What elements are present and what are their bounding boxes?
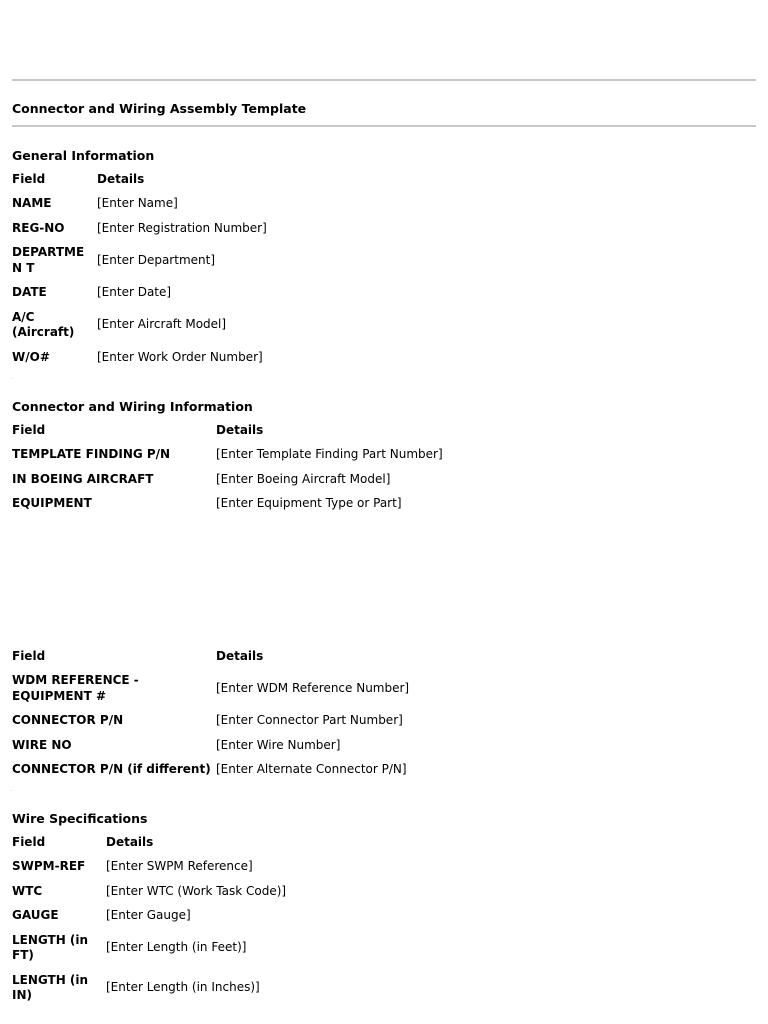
field-cell: GAUGE xyxy=(12,908,59,922)
table-row xyxy=(10,305,269,345)
title-divider xyxy=(12,125,756,127)
details-column-header: Details xyxy=(106,834,154,849)
details-column-header: Details xyxy=(216,648,264,663)
details-cell: [Enter Wire Number] xyxy=(216,737,341,752)
details-cell: [Enter Aircraft Model] xyxy=(97,317,227,332)
field-cell: CONNECTOR P/N xyxy=(12,713,124,727)
field-cell: CONNECTOR P/N (if different) xyxy=(12,762,211,776)
document-title: Connector and Wiring Assembly Template xyxy=(12,101,307,116)
wdm-table xyxy=(10,644,411,782)
table-header-row xyxy=(10,418,445,443)
details-cell: [Enter WDM Reference Number] xyxy=(216,680,410,695)
details-cell: [Enter Alternate Connector P/N] xyxy=(216,762,407,776)
table-row xyxy=(10,855,288,880)
details-cell: [Enter Registration Number] xyxy=(97,220,267,235)
table-row xyxy=(10,669,411,709)
field-cell: REG-NO xyxy=(12,220,65,235)
field-cell: LENGTH (in FT) xyxy=(12,932,89,962)
field-column-header: Field xyxy=(12,834,46,849)
field-cell: A/C (Aircraft) xyxy=(12,309,75,339)
field-cell: LENGTH (in IN) xyxy=(12,972,89,1002)
details-cell: [Enter Equipment Type or Part] xyxy=(216,496,402,510)
table-header-row xyxy=(10,644,411,669)
field-cell: SWPM-REF xyxy=(12,859,86,873)
field-cell: DATE xyxy=(12,285,47,299)
table-row xyxy=(10,492,445,517)
field-column-header: Field xyxy=(12,171,46,186)
field-cell: WTC xyxy=(12,883,43,898)
field-cell: IN BOEING AIRCRAFT xyxy=(12,471,154,486)
details-column-header: Details xyxy=(216,422,264,437)
details-cell: [Enter Length (in Feet)] xyxy=(106,940,247,955)
field-cell: NAME xyxy=(12,196,52,210)
wire-table xyxy=(10,830,288,1008)
general-table xyxy=(10,167,269,370)
details-cell: [Enter Template Finding Part Number] xyxy=(216,447,443,461)
field-cell: WDM REFERENCE - EQUIPMENT # xyxy=(12,673,139,703)
table-row xyxy=(10,281,269,306)
field-cell: TEMPLATE FINDING P/N xyxy=(12,447,171,461)
table-row xyxy=(10,733,411,758)
details-cell: [Enter Length (in Inches)] xyxy=(106,980,260,995)
field-cell: DEPARTMEN T xyxy=(12,245,85,275)
details-cell: [Enter Date] xyxy=(97,285,172,299)
details-cell: [Enter Department] xyxy=(97,252,216,267)
table-row xyxy=(10,879,288,904)
table-row xyxy=(10,467,445,492)
spacer-mark xyxy=(11,790,12,791)
table-row xyxy=(10,443,445,468)
field-cell: WIRE NO xyxy=(12,737,72,752)
connector-section-title: Connector and Wiring Information xyxy=(12,399,253,414)
table-header-row xyxy=(10,167,269,192)
table-row xyxy=(10,345,269,370)
details-cell: [Enter WTC (Work Task Code)] xyxy=(106,883,287,898)
general-section-title: General Information xyxy=(12,148,155,163)
field-cell: W/O# xyxy=(12,349,50,364)
table-row xyxy=(10,904,288,929)
table-row xyxy=(10,968,288,1008)
wire-section-title: Wire Specifications xyxy=(12,811,148,826)
table-row xyxy=(10,192,269,217)
details-cell: [Enter Connector Part Number] xyxy=(216,713,403,727)
table-row xyxy=(10,928,288,968)
table-row xyxy=(10,709,411,734)
spacer-mark xyxy=(11,378,12,379)
field-column-header: Field xyxy=(12,422,46,437)
top-divider xyxy=(12,79,756,81)
table-header-row xyxy=(10,830,288,855)
field-cell: EQUIPMENT xyxy=(12,496,92,510)
details-cell: [Enter Name] xyxy=(97,196,178,210)
table-row xyxy=(10,758,411,783)
details-column-header: Details xyxy=(97,171,145,186)
table-row xyxy=(10,216,269,241)
connector-table xyxy=(10,418,445,516)
details-cell: [Enter SWPM Reference] xyxy=(106,859,253,873)
table-row xyxy=(10,241,269,281)
details-cell: [Enter Gauge] xyxy=(106,908,191,922)
field-column-header: Field xyxy=(12,648,46,663)
details-cell: [Enter Boeing Aircraft Model] xyxy=(216,471,391,486)
details-cell: [Enter Work Order Number] xyxy=(97,349,263,364)
